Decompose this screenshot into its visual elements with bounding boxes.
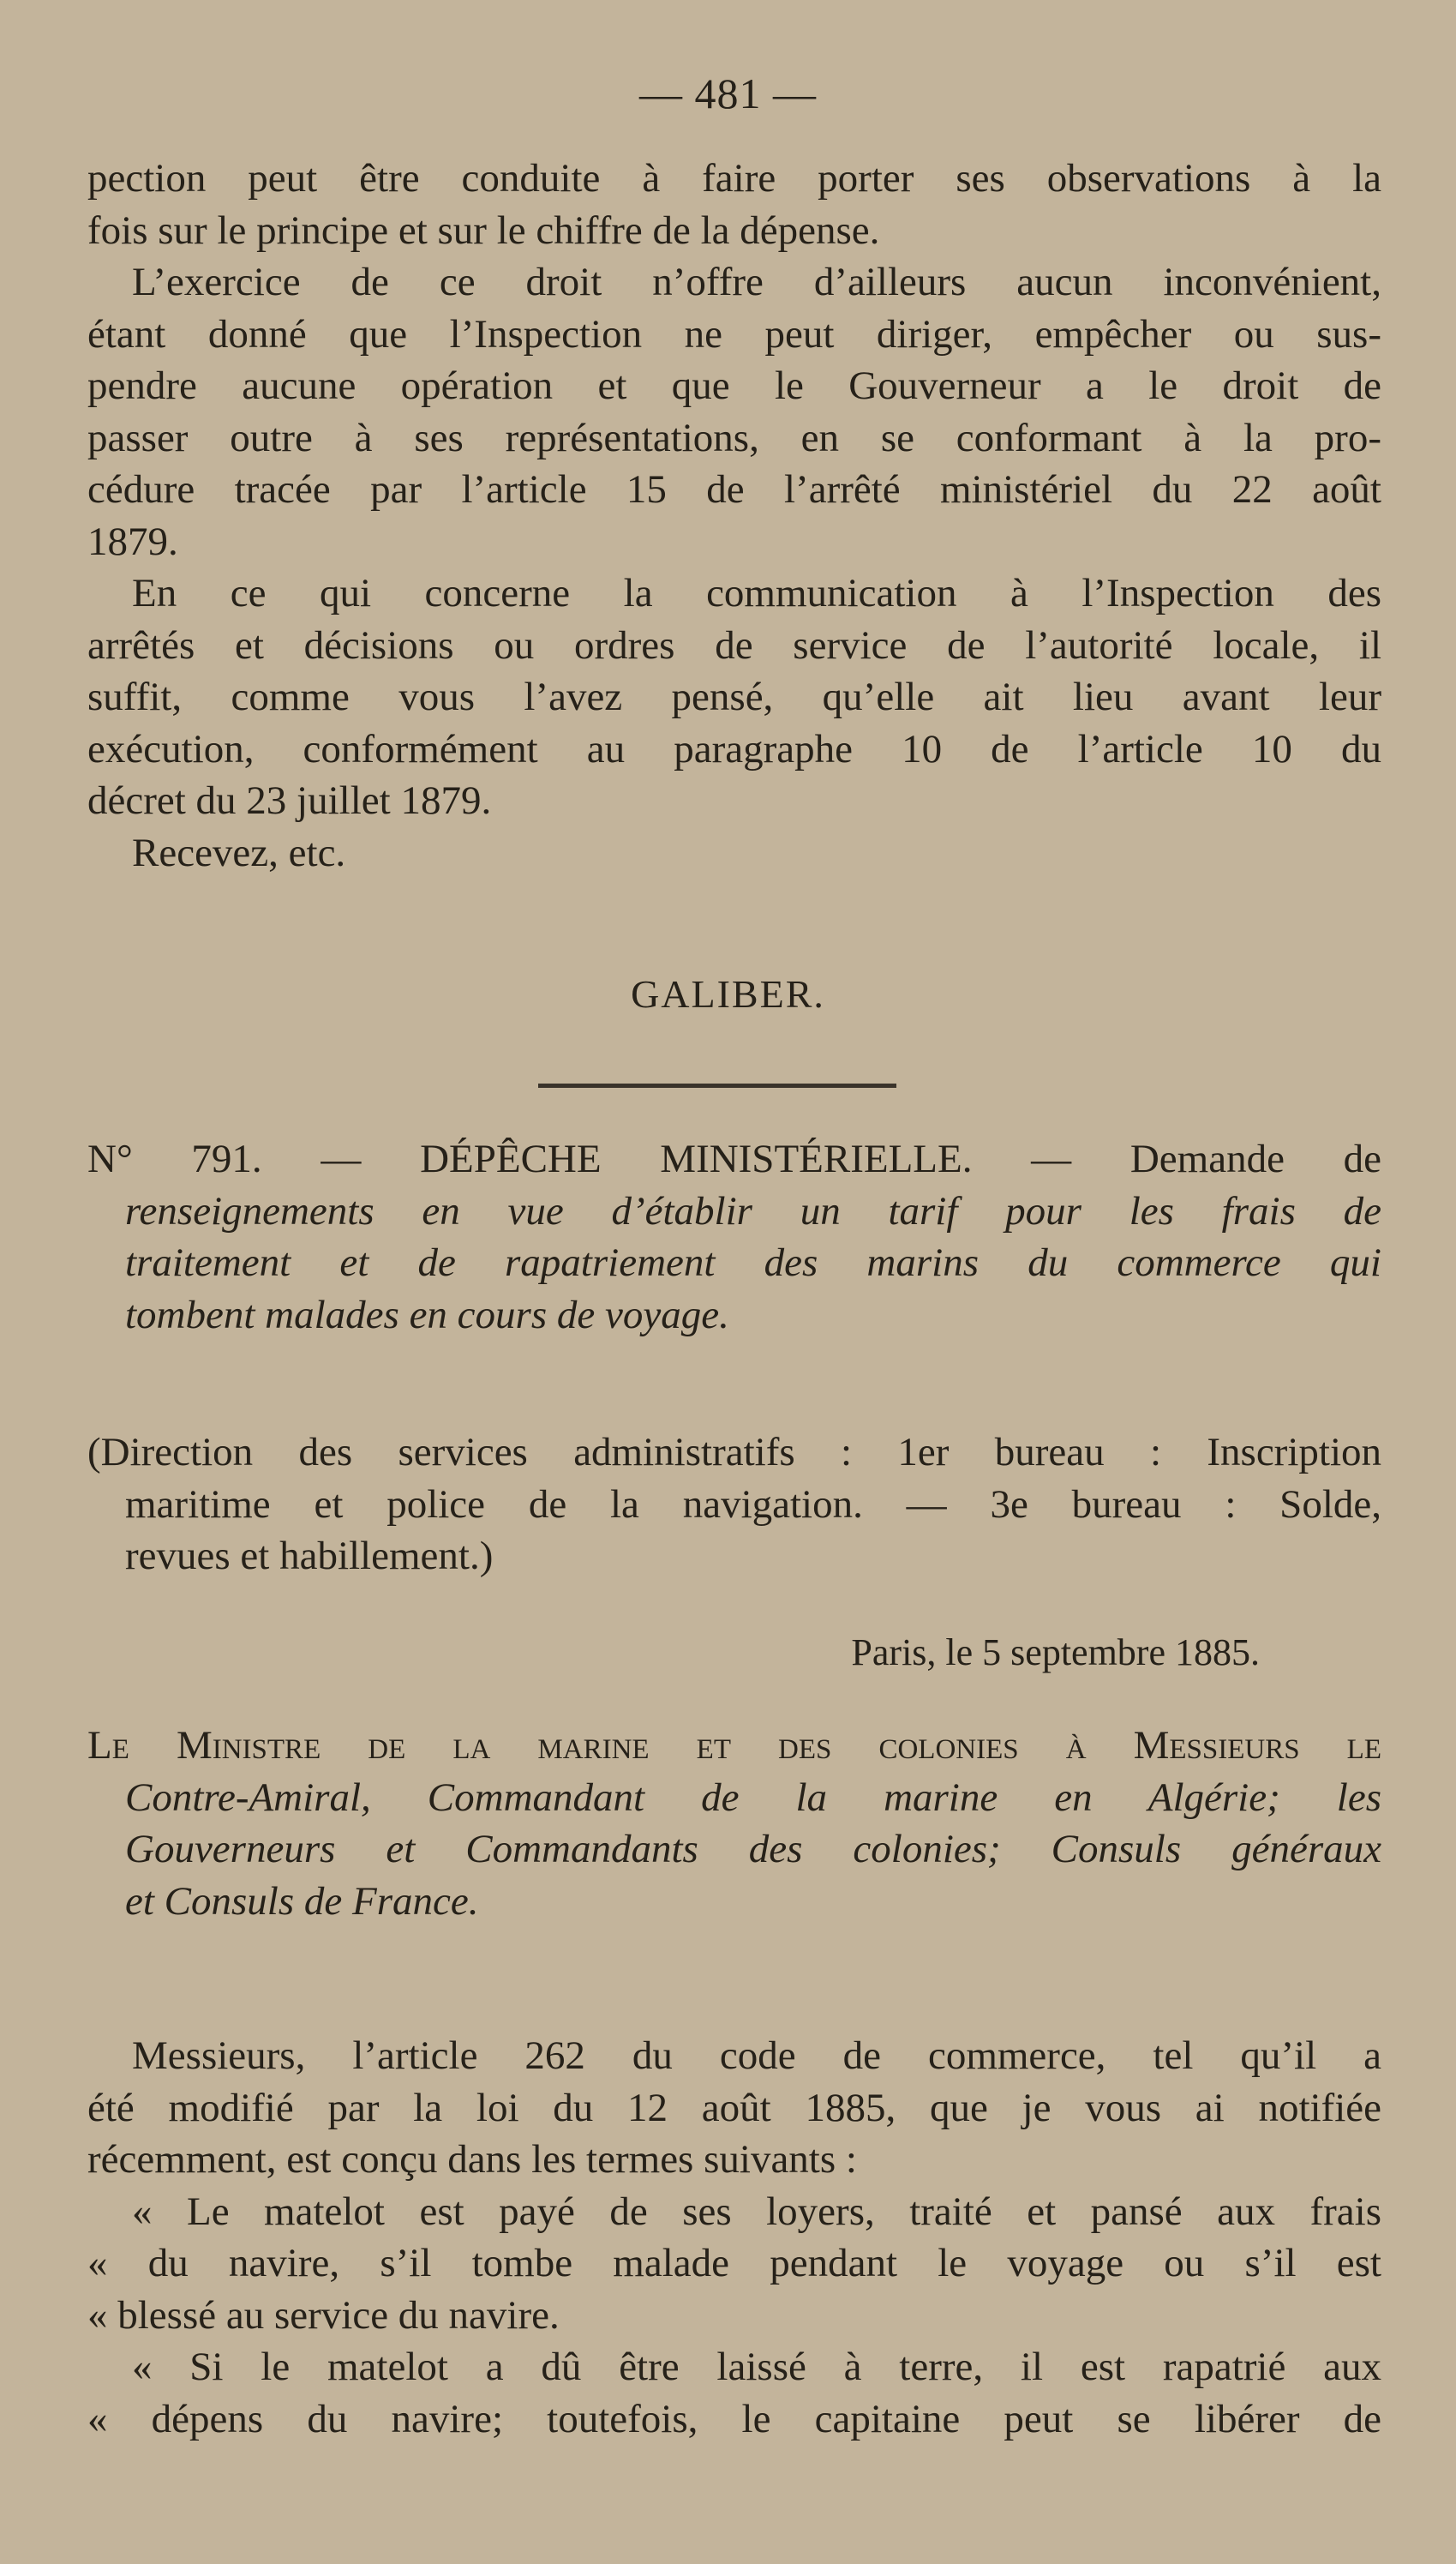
body-text	[87, 2030, 1381, 2445]
heading-line: N° 791. — DÉPÊCHE MINISTÉRIELLE. — Demande de	[87, 1137, 1381, 1181]
address-line: Le Ministre de la marine et des colonies à Messieurs le	[87, 1723, 1381, 1768]
text-line: Recevez, etc.	[132, 830, 346, 875]
text-line: exécution, conformément au paragraphe 10 de l’article 10 du	[87, 726, 1381, 772]
text-line: étant donné que l’Inspection ne peut diriger, empêcher ou sus-	[87, 311, 1381, 357]
heading-line: renseignements en vue d’établir un tarif pour les frais de	[125, 1188, 1381, 1234]
text-line: Messieurs, l’article 262 du code de commerce, tel qu’il a	[132, 2033, 1381, 2078]
direction-line: maritime et police de la navigation. — 3e bureau : Solde,	[125, 1481, 1381, 1527]
text-line: cédure tracée par l’article 15 de l’arrêté ministériel du 22 août	[87, 467, 1381, 512]
text-line: passer outre à ses représentations, en se conformant à la pro-	[87, 415, 1381, 460]
text-line: « du navire, s’il tombe malade pendant le voyage ou s’il est	[87, 2241, 1381, 2285]
dispatch-heading	[87, 1133, 1381, 1341]
text-line: « Le matelot est payé de ses loyers, traité et pansé aux frais	[132, 2189, 1381, 2234]
address-line: et Consuls de France.	[125, 1878, 479, 1924]
section-divider	[538, 1084, 896, 1088]
text-line: fois sur le principe et sur le chiffre de la dépense.	[87, 207, 880, 253]
dispatch-date: Paris, le 5 septembre 1885.	[851, 1631, 1260, 1673]
text-line: suffit, comme vous l’avez pensé, qu’elle ait lieu avant leur	[87, 675, 1381, 719]
text-line: décret du 23 juillet 1879.	[87, 778, 492, 823]
text-line: été modifié par la loi du 12 août 1885, que je vous ai notifiée	[87, 2085, 1381, 2130]
direction-note	[87, 1426, 1381, 1582]
text-line: En ce qui concerne la communication à l’Inspection des	[132, 571, 1381, 615]
text-line: 1879.	[87, 519, 178, 564]
signature: GALIBER.	[631, 972, 825, 1016]
text-line: « blessé au service du navire.	[87, 2292, 560, 2338]
text-line: « Si le matelot a dû être laissé à terre, il est rapatrié aux	[132, 2345, 1381, 2389]
text-line: récemment, est conçu dans les termes suivants :	[87, 2137, 857, 2182]
heading-line: tombent malades en cours de voyage.	[125, 1292, 729, 1337]
heading-line: traitement et de rapatriement des marins du commerce qui	[125, 1240, 1381, 1285]
page-number: — 481 —	[639, 69, 817, 117]
address-line: Gouverneurs et Commandants des colonies; Consuls généraux	[125, 1827, 1381, 1871]
text-line: « dépens du navire; toutefois, le capitaine peut se libérer de	[87, 2396, 1381, 2441]
address-block	[87, 1720, 1381, 1927]
text-line: arrêtés et décisions ou ordres de service de l’autorité locale, il	[87, 622, 1381, 668]
text-line: pection peut être conduite à faire porter ses observations à la	[87, 156, 1381, 201]
address-line: Contre-Amiral, Commandant de la marine en Algérie; les	[125, 1774, 1381, 1820]
direction-line: (Direction des services administratifs : 1er bureau : Inscription	[87, 1430, 1381, 1474]
intro-text	[87, 153, 1381, 879]
text-line: L’exercice de ce droit n’offre d’ailleurs aucun inconvénient,	[132, 260, 1381, 304]
text-line: pendre aucune opération et que le Gouverneur a le droit de	[87, 363, 1381, 408]
direction-line: revues et habillement.)	[125, 1534, 494, 1578]
